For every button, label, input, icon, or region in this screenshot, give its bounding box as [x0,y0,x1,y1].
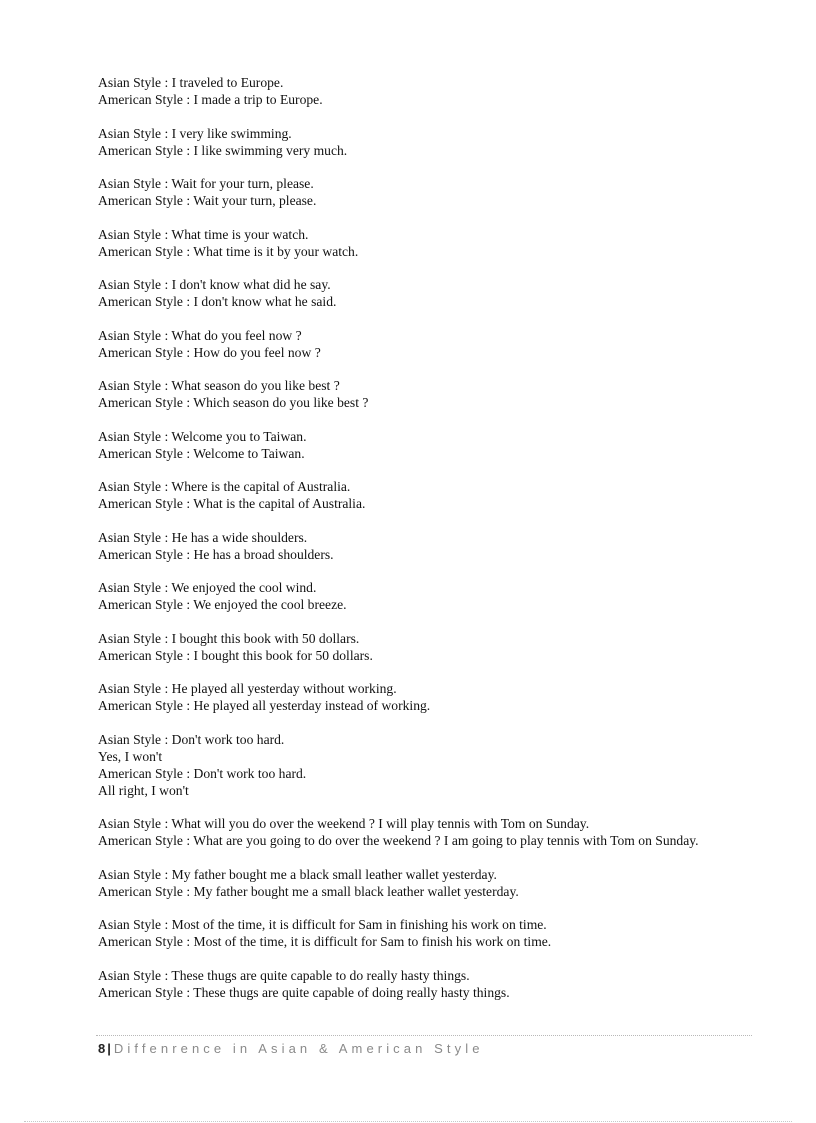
american-style-line: American Style : Welcome to Taiwan. [98,445,305,461]
asian-style-line: Asian Style : Don't work too hard. [98,731,285,747]
style-pair-17 [98,916,720,950]
asian-style-line: Asian Style : My father bought me a black small leather wallet yesterday. [98,866,497,882]
american-style-line: American Style : Don't work too hard. [98,765,307,781]
asian-style-reply: Yes, I won't [98,748,163,764]
american-style-reply: All right, I won't [98,782,189,798]
style-pair-16 [98,866,720,900]
asian-style-line: Asian Style : We enjoyed the cool wind. [98,580,317,595]
american-style-line: American Style : What is the capital of Australia. [98,496,366,511]
american-style-line: American Style : Which season do you like best ? [98,395,369,410]
asian-style-line: Asian Style : What time is your watch. [98,226,309,242]
footer-divider [96,1035,752,1036]
page-footer [98,1040,484,1057]
asian-style-line: Asian Style : I traveled to Europe. [98,75,284,90]
asian-style-line: Asian Style : He played all yesterday without working. [98,681,397,696]
style-pair-18 [98,967,720,1001]
footer-title: Diffenrence in Asian & American Style [113,1041,484,1056]
style-pair-1 [98,74,720,108]
style-pair-6 [98,327,720,361]
style-pair-15 [98,815,720,849]
american-style-line: American Style : He played all yesterday instead of working. [98,698,431,713]
style-pair-9 [98,478,720,512]
style-pair-2 [98,125,720,159]
american-style-line: American Style : He has a broad shoulders. [98,546,334,562]
style-pair-11 [98,579,720,613]
american-style-line: American Style : I made a trip to Europe. [98,92,323,107]
american-style-line: American Style : Most of the time, it is difficult for Sam to finish his work on time. [98,934,552,949]
footer-separator: | [107,1041,111,1056]
american-style-line: American Style : I don't know what he said. [98,294,337,309]
american-style-line: American Style : These thugs are quite capable of doing really hasty things. [98,984,510,1000]
american-style-line: American Style : We enjoyed the cool breeze. [98,597,347,612]
asian-style-line: Asian Style : Welcome you to Taiwan. [98,428,307,444]
american-style-line: American Style : Wait your turn, please. [98,193,317,208]
american-style-line: American Style : What are you going to do over the weekend ? I am going to play tennis with Tom on Sunday. [98,833,699,848]
asian-style-line: Asian Style : What will you do over the weekend ? I will play tennis with Tom on Sunday. [98,816,590,831]
asian-style-line: Asian Style : What do you feel now ? [98,327,302,343]
style-pair-14 [98,731,720,799]
asian-style-line: Asian Style : I bought this book with 50 dollars. [98,630,360,646]
american-style-line: American Style : I bought this book for 50 dollars. [98,647,373,663]
style-pair-4 [98,226,720,260]
style-pair-7 [98,377,720,411]
asian-style-line: Asian Style : I very like swimming. [98,125,292,141]
asian-style-line: Asian Style : I don't know what did he say. [98,277,331,292]
asian-style-line: Asian Style : Where is the capital of Australia. [98,479,351,494]
american-style-line: American Style : My father bought me a small black leather wallet yesterday. [98,883,519,899]
asian-style-line: Asian Style : These thugs are quite capable to do really hasty things. [98,967,470,983]
page-bottom-border [24,1121,792,1122]
style-pair-3 [98,175,720,209]
american-style-line: American Style : What time is it by your watch. [98,243,359,259]
style-pair-8 [98,428,720,462]
asian-style-line: Asian Style : Most of the time, it is difficult for Sam in finishing his work on time. [98,917,547,932]
asian-style-line: Asian Style : Wait for your turn, please. [98,176,314,191]
asian-style-line: Asian Style : What season do you like best ? [98,378,340,393]
style-pair-10 [98,529,720,563]
style-pair-13 [98,680,720,714]
document-body [98,74,720,1017]
style-pair-5 [98,276,720,310]
page-number: 8 [98,1041,106,1056]
asian-style-line: Asian Style : He has a wide shoulders. [98,529,308,545]
american-style-line: American Style : I like swimming very much. [98,142,348,158]
american-style-line: American Style : How do you feel now ? [98,344,321,360]
style-pair-12 [98,630,720,664]
